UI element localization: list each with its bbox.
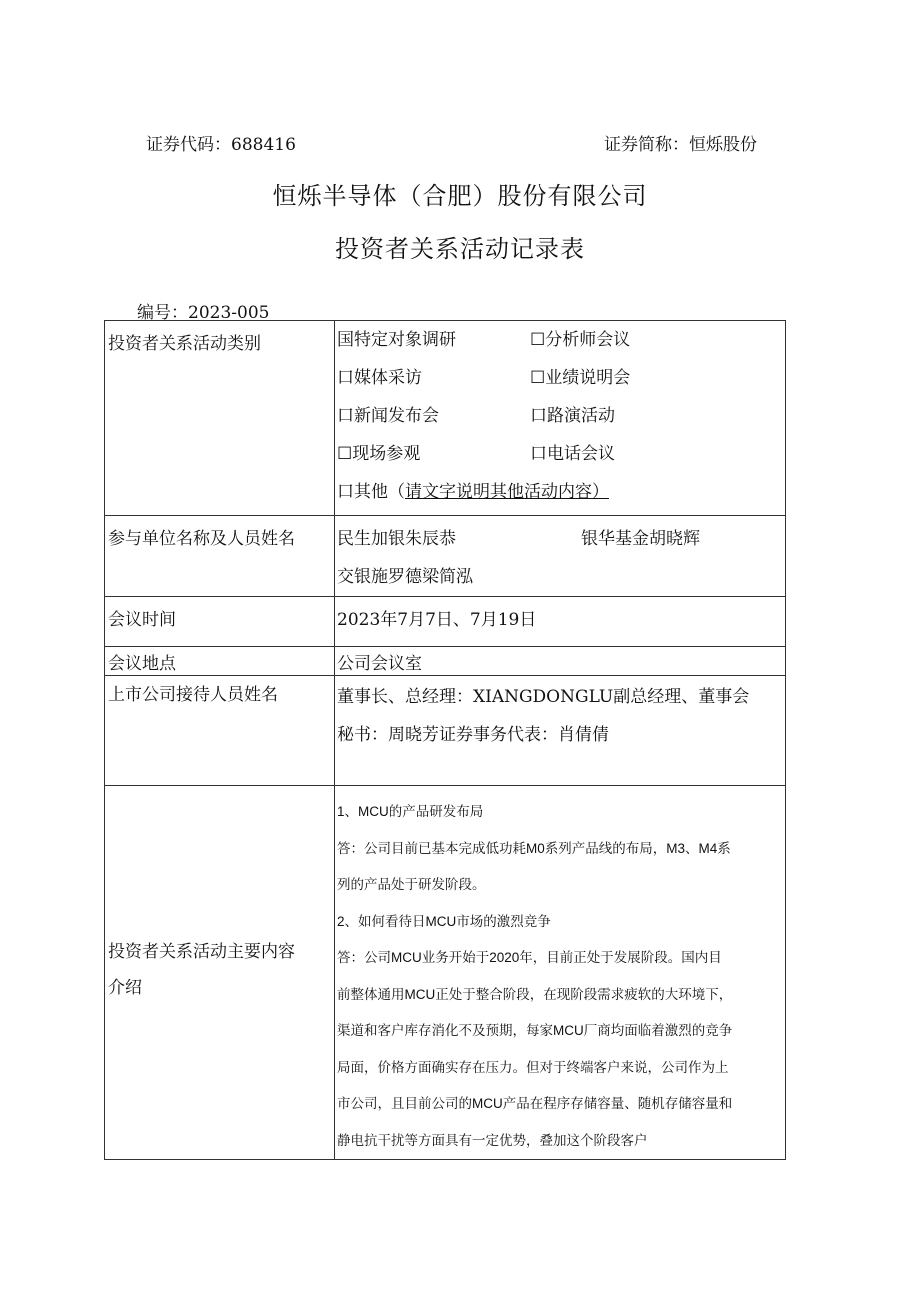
participants-label: 参与单位名称及人员姓名 bbox=[105, 516, 335, 597]
reception-line: 董事长、总经理：XIANGDONGLU副总经理、董事会 bbox=[337, 687, 750, 707]
participants-value bbox=[335, 516, 786, 597]
table-row bbox=[105, 647, 786, 676]
option-item: 国特定对象调研 bbox=[337, 330, 456, 350]
option-item: ☐业绩说明会 bbox=[530, 368, 631, 388]
reception-value bbox=[335, 676, 786, 786]
participant-line: 交银施罗德梁简泓 bbox=[337, 567, 473, 587]
table-row bbox=[105, 676, 786, 786]
participant-line: 民生加银朱辰恭 bbox=[337, 529, 456, 549]
reception-label: 上市公司接待人员姓名 bbox=[105, 676, 335, 786]
content-line: 前整体通用MCU正处于整合阶段，在现阶段需求疲软的大环境下， bbox=[337, 986, 733, 1002]
activity-type-options bbox=[335, 321, 786, 516]
content-line: 答：公司MCU业务开始于2020年，目前正处于发展阶段。国内目 bbox=[337, 950, 722, 965]
activity-type-label: 投资者关系活动类别 bbox=[105, 321, 335, 516]
meeting-place-label: 会议地点 bbox=[105, 647, 335, 676]
table-row bbox=[105, 786, 786, 1160]
content-line: 静电抗干扰等方面具有一定优势，叠加这个阶段客户 bbox=[337, 1132, 648, 1148]
option-item: 口新闻发布会 bbox=[337, 406, 439, 426]
main-content-value bbox=[335, 786, 786, 1160]
content-line: 列的产品处于研发阶段。 bbox=[337, 877, 486, 892]
table-row bbox=[105, 597, 786, 647]
main-content-label: 投资者关系活动主要内容 介绍 bbox=[105, 786, 335, 1160]
content-line: 答：公司目前已基本完成低功耗M0系列产品线的布局，M3、M4系 bbox=[337, 840, 731, 856]
option-item: 口路演活动 bbox=[530, 406, 615, 426]
table-row bbox=[105, 321, 786, 516]
option-item: ☐分析师会议 bbox=[530, 330, 631, 350]
stock-code: 证券代码：688416 bbox=[146, 135, 296, 155]
content-line: 渠道和客户库存消化不及预期，每家MCU厂商均面临着激烈的竞争 bbox=[337, 1023, 733, 1038]
reception-line: 秘书：周晓芳证券事务代表：肖倩倩 bbox=[337, 725, 609, 745]
option-other: 口其他（ bbox=[337, 482, 405, 502]
option-item: 口媒体采访 bbox=[337, 368, 422, 388]
content-line: 市公司，且目前公司的MCU产品在程序存储容量、随机存储容量和 bbox=[337, 1096, 733, 1111]
content-line: 局面，价格方面确实存在压力。但对于终端客户来说，公司作为上 bbox=[337, 1059, 729, 1075]
document-number: 编号：2023-005 bbox=[137, 303, 270, 323]
content-line: 1、MCU的产品研发布局 bbox=[337, 804, 484, 819]
option-item: 口电话会议 bbox=[530, 444, 615, 464]
content-line: 2、如何看待日MCU市场的激烈竞争 bbox=[337, 913, 551, 929]
stock-abbreviation: 证券简称：恒烁股份 bbox=[604, 135, 757, 155]
meeting-time-label: 会议时间 bbox=[105, 597, 335, 647]
option-other-text: 请文字说明其他活动内容） bbox=[405, 482, 609, 502]
meeting-place-value: 公司会议室 bbox=[335, 647, 786, 676]
participant-line: 银华基金胡晓辉 bbox=[581, 529, 700, 549]
table-row bbox=[105, 516, 786, 597]
option-item: ☐现场参观 bbox=[337, 444, 421, 464]
meeting-time-value: 2023年7月7日、7月19日 bbox=[335, 597, 786, 647]
form-title: 投资者关系活动记录表 bbox=[335, 235, 585, 263]
record-table bbox=[104, 320, 786, 1160]
company-title: 恒烁半导体（合肥）股份有限公司 bbox=[272, 182, 648, 210]
